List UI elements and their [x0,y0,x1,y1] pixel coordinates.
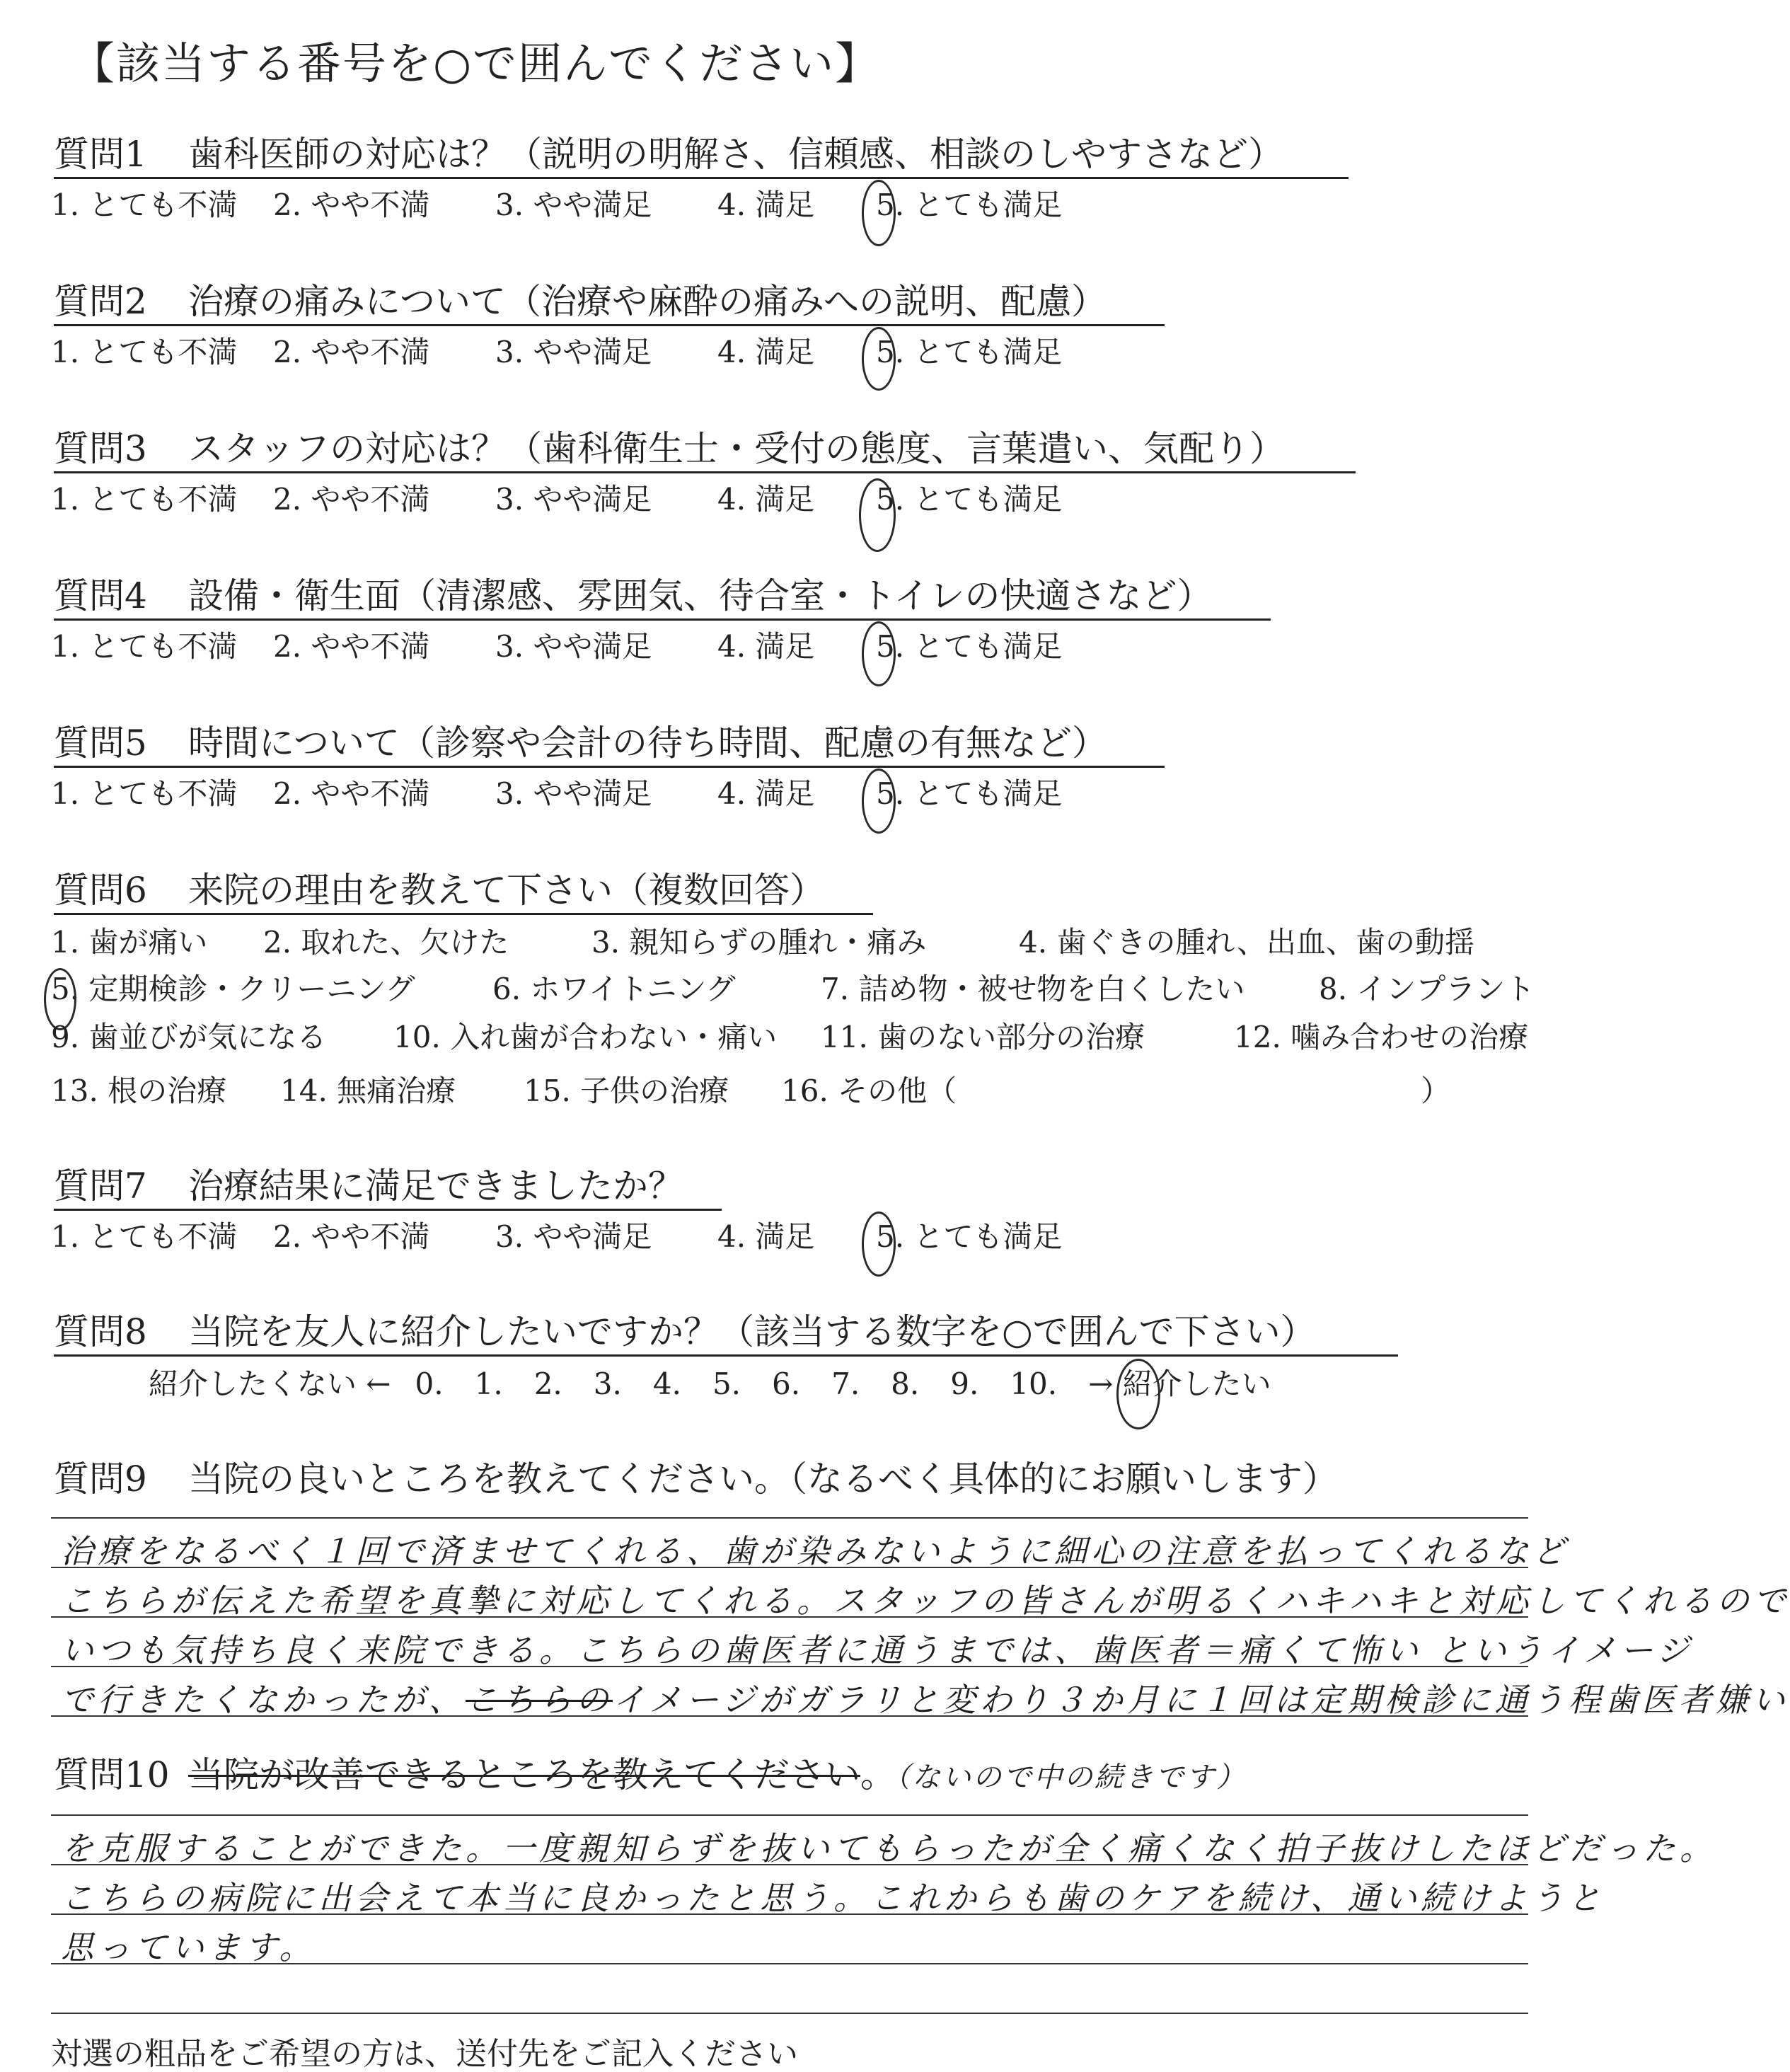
option-5[interactable]: 5. とても満足 [876,1219,1063,1254]
handwritten-answer-line: を克服することができた。一度親知らずを抜いてもらったが全く痛くなく拍子抜けしたほどだった。 [61,1829,1716,1867]
option-5[interactable]: 5. とても満足 [876,188,1063,222]
option-4[interactable]: 4. 満足 [717,188,815,222]
answer-line [51,1814,1528,1816]
option-1[interactable]: 1. とても不満 [51,629,238,664]
question-text: 設備・衛生面（清潔感、雰囲気、待合室・トイレの快適さなど） [188,575,1213,616]
scale-value[interactable]: 8. [891,1366,920,1401]
scale-value[interactable]: 2. [533,1366,562,1401]
answer-circle [862,1211,896,1277]
scale-right-label: → 紹介したい [1088,1366,1271,1401]
question-number: 質問10 [54,1754,170,1795]
reason-option[interactable]: 7. 詰め物・被せ物を白くしたい [821,972,1245,1006]
question-underline [54,1354,1398,1357]
reason-option[interactable]: 14. 無痛治療 [280,1074,456,1108]
handwritten-answer-line: こちらが伝えた希望を真摯に対応してくれる。スタッフの皆さんが明るくハキハキと対応してくれるので [61,1582,1790,1620]
question-number: 質問6 [54,870,147,911]
page-title: 【該当する番号を○で囲んでください】 [71,38,881,89]
scale-value[interactable]: 7. [831,1366,860,1401]
option-3[interactable]: 3. やや満足 [495,1219,652,1254]
option-2[interactable]: 2. やや不満 [273,1219,430,1254]
recommend-scale [149,1366,1271,1403]
option-2[interactable]: 2. やや不満 [273,335,430,369]
answer-circle [1116,1359,1160,1429]
question-text: 当院を友人に紹介したいですか？（該当する数字を○で囲んで下さい） [188,1311,1316,1352]
question-6 [54,869,825,911]
answer-circle [862,621,896,686]
answer-fragment: で行きたくなかったが、 [61,1681,466,1719]
option-1[interactable]: 1. とても不満 [51,776,238,811]
reason-option[interactable]: 4. 歯ぐきの腫れ、出血、歯の動揺 [1019,925,1474,960]
answer-circle [862,327,896,391]
reason-option[interactable]: 1. 歯が痛い [51,925,208,960]
struck-text: こちらの [466,1681,613,1719]
handwritten-answer-line: こちらの病院に出会えて本当に良かったと思う。これからも歯のケアを続け、通い続けようと [61,1879,1605,1917]
question-text: 時間について（診察や会計の待ち時間、配慮の有無など） [188,723,1107,764]
question-10 [54,1754,1247,1799]
reason-option[interactable]: 10. 入れ歯が合わない・痛い [393,1020,778,1054]
question-7 [54,1165,683,1207]
options-q7 [51,1219,1079,1255]
scale-value[interactable]: 6. [772,1366,801,1401]
question-text: 当院の良いところを教えてください。（なるべく具体的にお願いします） [188,1458,1338,1500]
question-4 [54,575,1213,617]
question-text: 来院の理由を教えて下さい（複数回答） [188,870,825,911]
option-5[interactable]: 5. とても満足 [876,629,1063,664]
question-number: 質問9 [54,1458,147,1500]
answer-line [51,2013,1528,2014]
scale-value[interactable]: 5. [712,1366,741,1401]
option-3[interactable]: 3. やや満足 [495,629,652,664]
reasons-row-2 [51,971,1566,1008]
option-3[interactable]: 3. やや満足 [495,776,652,811]
scale-left-label: 紹介したくない ← [149,1366,391,1401]
options-q2 [51,334,1079,371]
option-3[interactable]: 3. やや満足 [495,335,652,369]
question-number: 質問8 [54,1311,147,1352]
question-underline [54,618,1271,621]
question-8 [54,1311,1316,1353]
question-number: 質問7 [54,1166,147,1207]
answer-circle [859,478,896,552]
reasons-row-4 [51,1073,1482,1110]
question-underline [54,913,873,915]
question-text: 治療結果に満足できましたか？ [188,1166,683,1207]
question-underline [54,766,1165,768]
answer-circle [862,769,896,834]
question-number: 質問3 [54,428,147,469]
question-text: 歯科医師の対応は？（説明の明解さ、信頼感、相談のしやすさなど） [188,134,1283,175]
option-2[interactable]: 2. やや不満 [273,188,430,222]
options-q3 [51,481,1079,518]
option-1[interactable]: 1. とても不満 [51,1219,238,1254]
reason-other-close: ） [1421,1074,1451,1108]
option-2[interactable]: 2. やや不満 [273,629,430,664]
question-1 [54,133,1283,175]
reason-option[interactable]: 11. 歯のない部分の治療 [821,1020,1145,1054]
question-underline [54,324,1165,326]
answer-circle [862,180,896,246]
option-4[interactable]: 4. 満足 [717,776,815,811]
reasons-row-3 [51,1019,1559,1056]
reasons-row-1 [51,924,1506,961]
scale-value[interactable]: 10. [1010,1366,1058,1401]
handwritten-answer-line: 治療をなるべく１回で済ませてくれる、歯が染みないように細心の注意を払ってくれるなど [61,1532,1569,1570]
scale-value[interactable]: 9. [950,1366,979,1401]
question-underline [54,177,1349,179]
option-5[interactable]: 5. とても満足 [876,335,1063,369]
question-9 [54,1458,1338,1500]
scale-value[interactable]: 3. [593,1366,622,1401]
option-5[interactable]: 5. とても満足 [876,776,1063,811]
options-q5 [51,776,1079,812]
question-text: スタッフの対応は？（歯科衛生士・受付の態度、言葉遣い、気配り） [188,428,1285,469]
question-5 [54,722,1107,764]
option-3[interactable]: 3. やや満足 [495,188,652,222]
option-3[interactable]: 3. やや満足 [495,482,652,517]
question-text: 治療の痛みについて（治療や麻酔の痛みへの説明、配慮） [188,281,1107,322]
option-1[interactable]: 1. とても不満 [51,482,238,517]
reason-option[interactable]: 16. その他（ [781,1074,957,1108]
question-3 [54,427,1285,470]
handwritten-answer-line: 思っています。 [61,1928,316,1967]
question-number: 質問5 [54,723,147,764]
handwritten-note: （ないので中の続きです） [896,1761,1247,1794]
option-2[interactable]: 2. やや不満 [273,776,430,811]
scale-value[interactable]: 0. [415,1366,444,1401]
reason-option[interactable]: 2. 取れた、欠けた [263,925,509,960]
option-4[interactable]: 4. 満足 [717,335,815,369]
reason-option[interactable]: 13. 根の治療 [51,1074,227,1108]
answer-fragment: イメージがガラリと変わり３か月に１回は定期検診に通う程歯医者嫌い [613,1681,1789,1719]
reason-option[interactable]: 3. 親知らずの腫れ・痛み [591,925,927,960]
scale-value[interactable]: 4. [652,1366,681,1401]
option-4[interactable]: 4. 満足 [717,482,815,517]
option-2[interactable]: 2. やや不満 [273,482,430,517]
option-5[interactable]: 5. とても満足 [876,482,1063,517]
options-q1 [51,187,1079,224]
reason-option[interactable]: 12. 噛み合わせの治療 [1234,1020,1529,1054]
question-2 [54,280,1107,323]
reason-option[interactable]: 15. 子供の治療 [524,1074,729,1108]
question-text-suffix: 。 [860,1754,896,1795]
question-underline [54,1209,722,1211]
handwritten-answer-line [61,1674,1789,1721]
question-number: 質問1 [54,134,147,175]
handwritten-answer-line: いつも気持ち良く来院できる。こちらの歯医者に通うまでは、歯医者＝痛くて怖い というイメージ [61,1631,1694,1669]
question-underline [54,471,1356,473]
question-number: 質問4 [54,575,147,616]
reason-option[interactable]: 5. 定期検診・クリーニング [51,972,415,1006]
reason-option[interactable]: 9. 歯並びが気になる [51,1020,327,1054]
reason-option[interactable]: 8. インプラント [1319,972,1535,1006]
question-number: 質問2 [54,281,147,322]
footer-note: 対選の粗品をご希望の方は、送付先をご記入ください [51,2036,798,2072]
option-4[interactable]: 4. 満足 [717,629,815,664]
question-text: 当院が改善できるところを教えてください [188,1754,860,1795]
option-1[interactable]: 1. とても不満 [51,335,238,369]
reason-option[interactable]: 6. ホワイトニング [492,972,736,1006]
answer-line [51,1517,1528,1519]
scale-value[interactable]: 1. [474,1366,503,1401]
option-4[interactable]: 4. 満足 [717,1219,815,1254]
options-q4 [51,628,1079,665]
option-1[interactable]: 1. とても不満 [51,188,238,222]
